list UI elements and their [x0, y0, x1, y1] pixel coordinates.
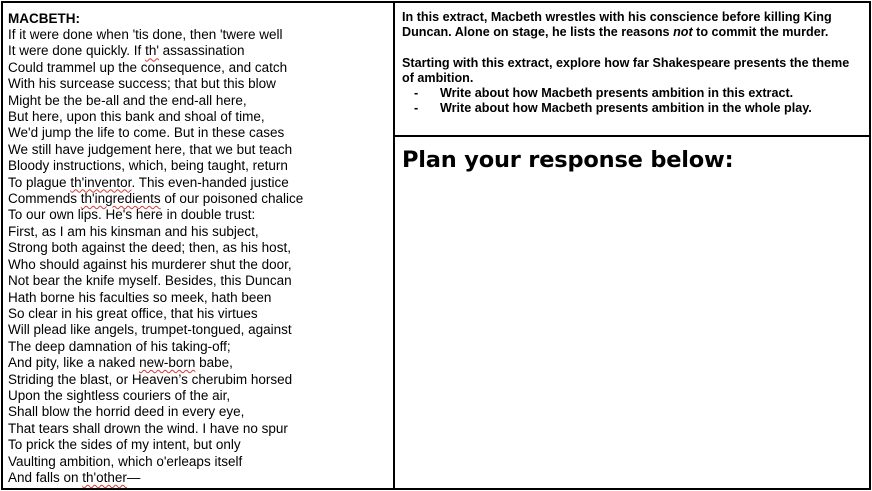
bullet-text: Write about how Macbeth presents ambition in the whole play. — [440, 101, 812, 116]
bullet-marker: - — [414, 86, 419, 101]
extract-line: To our own lips. He's here in double trust: — [8, 207, 256, 223]
extract-lines — [8, 27, 389, 486]
extract-line: First, as I am his kinsman and his subject, — [8, 223, 259, 239]
extract-line: But here, upon this bank and shoal of time, — [8, 109, 265, 125]
extract-line: That tears shall drown the wind. I have no spur — [8, 420, 288, 436]
extract-line: Who should against his murderer shut the door, — [8, 256, 292, 272]
extract-line: To prick the sides of my intent, but only — [8, 437, 241, 453]
plan-panel[interactable] — [393, 135, 871, 490]
extract-line: Commends th'ingredients of our poisoned chalice — [8, 191, 304, 207]
extract-line: Upon the sightless couriers of the air, — [8, 387, 231, 403]
extract-line: Vaulting ambition, which o'erleaps itself — [8, 453, 243, 469]
extract-line: We'd jump the life to come. But in these cases — [8, 125, 285, 141]
extract-line: So clear in his great office, that his virtues — [8, 305, 258, 321]
extract-line: The deep damnation of his taking-off; — [8, 338, 231, 354]
extract-line: Might be the be-all and the end-all here, — [8, 92, 247, 108]
extract-line: And falls on th'other— — [8, 469, 141, 485]
task-question: Starting with this extract, explore how far Shakespeare presents the theme of ambition. — [402, 55, 850, 85]
extract-line: Strong both against the deed; then, as his host, — [8, 240, 291, 256]
extract-line: With his surcease success; that but this blow — [8, 76, 276, 92]
task-bullet — [402, 86, 863, 101]
task-intro — [402, 10, 863, 41]
extract-line: It were done quickly. If th' assassination — [8, 43, 245, 59]
extract-line: Could trammel up the consequence, and catch — [8, 59, 288, 75]
extract-line: Bloody instructions, which, being taught, return — [8, 158, 288, 174]
task-intro-emphasis: not — [673, 25, 693, 40]
extract-line: To plague th'inventor. This even-handed justice — [8, 174, 289, 190]
extract-line: Striding the blast, or Heaven’s cherubim horsed — [8, 371, 293, 387]
extract-line: And pity, like a naked new-born babe, — [8, 355, 233, 371]
extract-panel — [1, 1, 396, 490]
task-intro-before: In this extract, Macbeth wrestles with his conscience before killing King Duncan. Alone on stage, he lists the reasons — [402, 10, 832, 40]
plan-heading: Plan your response below: — [402, 147, 734, 173]
task-intro-after: to commit the murder. — [692, 25, 829, 40]
bullet-marker: - — [414, 101, 419, 116]
bullet-text: Write about how Macbeth presents ambition in this extract. — [440, 86, 794, 101]
extract-line: If it were done when 'tis done, then 'twere well — [8, 27, 283, 42]
extract-line: Not bear the knife myself. Besides, this Duncan — [8, 273, 292, 289]
task-bullet — [402, 101, 863, 116]
extract-line: Hath borne his faculties so meek, hath been — [8, 289, 272, 305]
extract-line: Will plead like angels, trumpet-tongued, against — [8, 322, 292, 338]
speaker-name: MACBETH: — [8, 11, 80, 26]
task-panel — [393, 1, 871, 137]
extract-line: Shall blow the horrid deed in every eye, — [8, 404, 245, 420]
extract-line: We still have judgement here, that we but teach — [8, 141, 293, 157]
